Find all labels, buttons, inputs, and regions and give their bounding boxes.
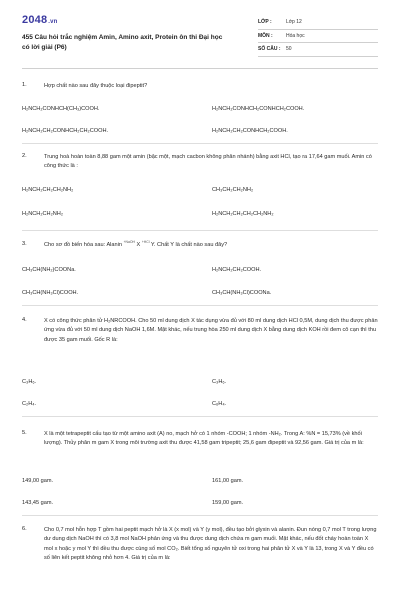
question-divider xyxy=(22,143,378,144)
logo-text: 2048 xyxy=(22,14,48,26)
option-a[interactable]: H₂NCH₂CH₂CH₂NH₂ xyxy=(22,187,74,193)
question-text: X là một tetrapeptit cấu tạo từ một amino axit (A) no, mạch hở có 1 nhóm -COOH; 1 nhóm -NH₂. Trong A: %N = 15,73% (về khối lượng). Thủy phân m gam X trong môi trường axit thu được 41,58 gam tripeptit; 25,6 gam đipeptit và 92,56 gam. Giá trị của m là: xyxy=(44,431,364,447)
question-number: 3. xyxy=(22,241,27,247)
meta-value: 50 xyxy=(286,46,292,53)
question-number: 1. xyxy=(22,82,27,88)
question-text: Trung hoà hoàn toàn 8,88 gam một amin (bậc một, mạch cacbon không phân nhánh) bằng axit HCl, tạo ra 17,64 gam muối. Amin có công thức là : xyxy=(44,154,372,170)
reaction-arrow-label: +NaOH xyxy=(123,240,135,245)
option-d[interactable]: CH₃CH(NH₃Cl)COONa. xyxy=(212,290,272,296)
question-number: 4. xyxy=(22,317,27,323)
question-text-part: Cho sơ đồ biến hóa sau: Alanin xyxy=(44,242,122,248)
option-a[interactable]: CH₃CH(NH₂)COONa. xyxy=(22,267,76,273)
option-c[interactable]: H₂NCH₂CH₂NH₂ xyxy=(22,211,64,217)
option-c[interactable]: C₂H₄. xyxy=(22,401,37,407)
option-a[interactable]: H₂NCH₂CONHCH(CH₃)COOH. xyxy=(22,106,100,112)
question-text-part: X xyxy=(136,242,141,248)
header-divider xyxy=(22,68,378,69)
option-d[interactable]: 159,00 gam. xyxy=(212,500,244,506)
meta-row-class xyxy=(258,16,378,30)
option-b[interactable]: 161,00 gam. xyxy=(212,478,244,484)
question-divider xyxy=(22,230,378,231)
option-b[interactable]: H₂NCH₂CONHCH₂CONHCH₂COOH. xyxy=(212,106,305,112)
meta-row-count xyxy=(258,43,378,57)
meta-value: Lớp 12 xyxy=(286,19,302,26)
question-text: Hợp chất nào sau đây thuộc loại đipeptit? xyxy=(44,83,148,89)
question-divider xyxy=(22,305,378,306)
option-b[interactable]: C₃H₆. xyxy=(212,379,227,385)
meta-panel xyxy=(258,16,378,57)
option-c[interactable]: CH₃CH(NH₃Cl)COOH. xyxy=(22,290,79,296)
question-divider xyxy=(22,515,378,516)
question-text-part: Y. Chất Y là chất nào sau đây? xyxy=(150,242,228,248)
option-d[interactable]: H₂NCH₂CH₂CH₂CH₂NH₂ xyxy=(212,211,274,217)
page-title: 455 Câu hỏi trắc nghiệm Amin, Amino axit, Protein ôn thi Đại học có lời giải (P6) xyxy=(22,34,223,51)
question-number: 2. xyxy=(22,153,27,159)
question-text xyxy=(44,241,378,250)
logo-suffix: .vn xyxy=(48,19,58,25)
meta-label: LỚP : xyxy=(258,19,272,26)
option-c[interactable]: H₂NCH₂CH₂CONHCH₂CH₂COOH. xyxy=(22,128,109,134)
question-text: X có công thức phân tử H₂NRCOOH. Cho 50 ml dung dịch X tác dụng vừa đủ với 80 ml dung dịch HCl 0,5M, dung dịch thu được phản ứng vừa đủ với 50 ml dung dịch NaOH 1,6M. Mặt khác, nếu trung hòa 250 ml dung dịch X bằng dung dịch KOH rồi đem cô cạn thì thu được 35 gam muối. Gốc R là: xyxy=(44,318,378,343)
meta-row-subject xyxy=(258,30,378,44)
reaction-arrow-label: +HCl xyxy=(141,240,150,245)
question-divider xyxy=(22,416,378,417)
option-c[interactable]: 143,45 gam. xyxy=(22,500,54,506)
option-b[interactable]: CH₃CH₂CH₂NH₂ xyxy=(212,187,254,193)
option-d[interactable]: H₂NCH₂CH₂CONHCH₂COOH. xyxy=(212,128,288,134)
option-a[interactable]: C₃H₆. xyxy=(22,379,37,385)
option-a[interactable]: 149,00 gam. xyxy=(22,478,54,484)
question-number: 6. xyxy=(22,526,27,532)
meta-label: SỐ CÂU : xyxy=(258,46,281,53)
question-number: 5. xyxy=(22,430,27,436)
option-b[interactable]: H₂NCH₂CH₂COOH. xyxy=(212,267,262,273)
meta-value: Hóa học xyxy=(286,32,305,39)
question-text: Cho 0,7 mol hỗn hợp T gồm hai peptit mạch hở là X (x mol) và Y (y mol), đều tạo bởi glyxin và alanin. Đun nóng 0,7 mol T trong lượng dư dung dịch NaOH thì có 3,8 mol NaOH phản ứng và thu được dung dịch chứa m gam muối. Mặt khác, nếu đốt cháy hoàn toàn X mol x hoặc y mol Y thì đều thu được cùng số mol CO₂. Biết tổng số nguyên tử oxi trong hai phân tử X và Y là 13, trong X và Y đều có số liên kết peptit không nhỏ hơn 4. Giá trị của m là: xyxy=(44,527,377,561)
meta-label: MÔN : xyxy=(258,32,273,39)
site-logo[interactable] xyxy=(22,14,58,26)
option-d[interactable]: C₆H₄. xyxy=(212,401,227,407)
